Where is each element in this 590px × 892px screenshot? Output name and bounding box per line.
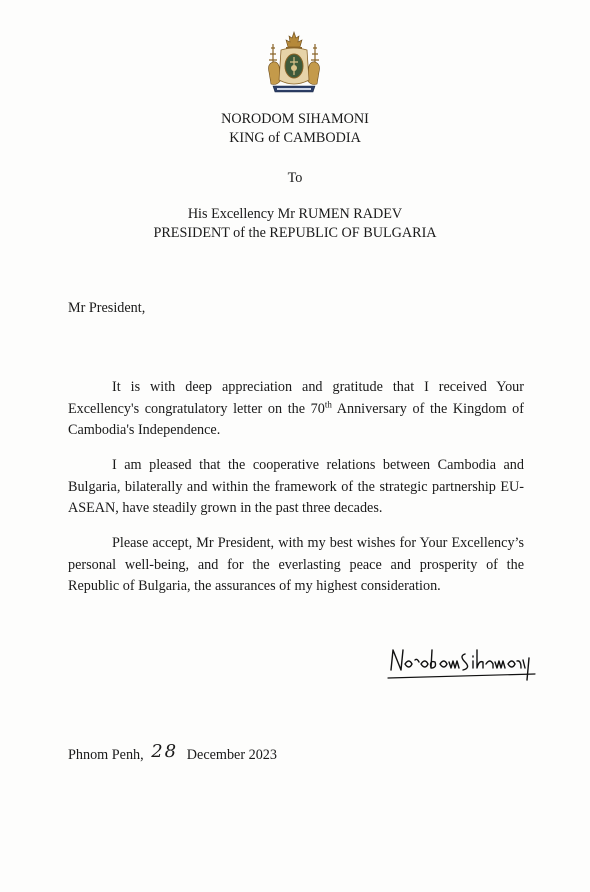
royal-arms-of-cambodia-icon (263, 30, 325, 98)
body-paragraph-1 (68, 377, 524, 442)
body-paragraph-3: Please accept, Mr President, with my best wishes for Your Excellency’s personal well-being, and for the everlasting peace and prosperity of the Republic of Bulgaria, the assurances of my highest consideration. (68, 535, 524, 594)
sender-block (0, 110, 590, 148)
ordinal-suffix: th (324, 398, 332, 409)
recipient-title: PRESIDENT of the REPUBLIC OF BULGARIA (153, 225, 437, 241)
closing-day-text: 28 (151, 741, 179, 762)
closing-day-handwritten (147, 741, 183, 762)
date-line (68, 741, 277, 764)
salutation: Mr President, (68, 300, 146, 316)
sender-title: KING of CAMBODIA (229, 130, 361, 146)
closing-month-year: December 2023 (186, 747, 277, 763)
body-paragraph-2: I am pleased that the cooperative relations between Cambodia and Bulgaria, bilaterally and within the framework of the strategic partnership EU-ASEAN, have steadily grown in the past three decades. (68, 457, 524, 516)
body-paragraph-1-text-a: It is with deep appreciation and gratitude that I received Your Excellency's congratulatory letter on the 70 (68, 379, 524, 417)
handwritten-signature (385, 640, 545, 690)
recipient-block (0, 205, 590, 243)
sender-name: NORODOM SIHAMONI (221, 111, 369, 127)
body-paragraph-1-text-b: Anniversary of the Kingdom of Cambodia's Independence. (68, 400, 524, 438)
to-label: To (287, 170, 303, 186)
recipient-name: His Excellency Mr RUMEN RADEV (187, 206, 403, 222)
closing-place: Phnom Penh, (68, 747, 144, 763)
